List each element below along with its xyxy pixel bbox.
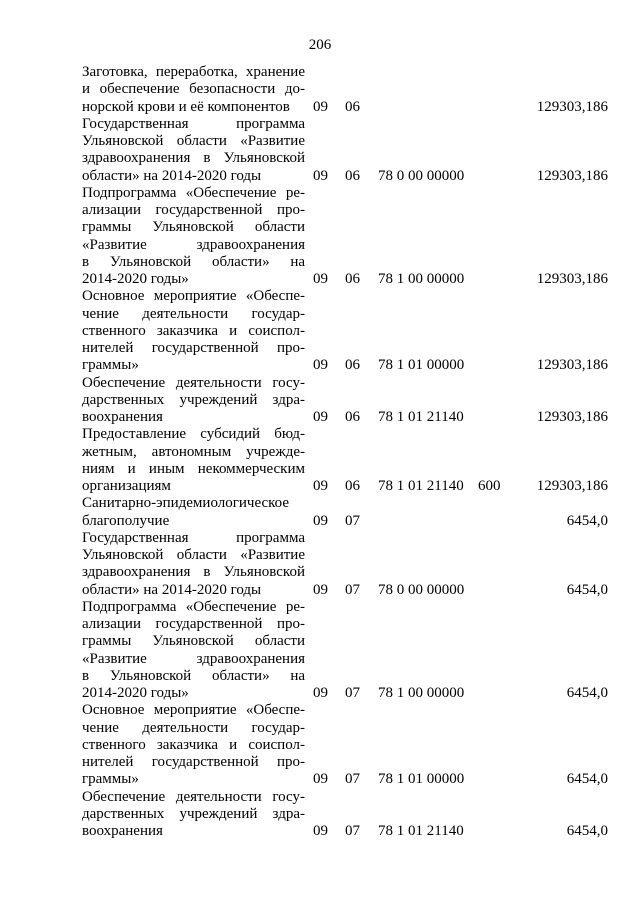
subsection-code: 07 <box>345 771 360 788</box>
description-line: и обеспечение безопасности до- <box>82 81 305 98</box>
description-line: «Развитие здравоохранения <box>82 236 305 253</box>
row-description <box>82 426 305 495</box>
subsection-code: 07 <box>345 581 360 598</box>
description-line: граммы» <box>82 771 139 788</box>
table-row <box>82 530 610 599</box>
row-description <box>82 64 305 116</box>
description-line: нителей государственной про- <box>82 340 305 356</box>
amount: 129303,186 <box>536 271 608 287</box>
description-line: благополучие <box>82 512 170 529</box>
section-code: 09 <box>313 167 328 184</box>
section-code: 09 <box>313 357 328 374</box>
description-line: Обеспечение деятельности госу- <box>82 374 305 391</box>
row-description <box>82 702 305 788</box>
row-description <box>82 185 305 289</box>
target-article-code: 78 1 01 21140 <box>378 409 464 425</box>
description-line: граммы Ульяновской области <box>82 219 305 236</box>
description-line: ализации государственной про- <box>82 616 305 632</box>
table-row <box>82 599 610 703</box>
budget-table <box>82 64 610 840</box>
row-description <box>82 375 305 427</box>
description-line: здравоохранения в Ульяновской <box>82 564 305 581</box>
amount: 6454,0 <box>566 823 608 839</box>
description-line: чение деятельности государ- <box>82 719 305 736</box>
description-line: воохранения <box>82 823 163 839</box>
description-line: Обеспечение деятельности госу- <box>82 788 305 805</box>
subsection-code: 06 <box>345 271 360 287</box>
description-line: дарственных учреждений здра- <box>82 391 305 408</box>
table-row <box>82 64 610 116</box>
table-row <box>82 375 610 427</box>
amount: 129303,186 <box>536 409 608 425</box>
section-code: 09 <box>313 98 328 115</box>
target-article-code: 78 0 00 00000 <box>378 167 465 184</box>
description-line: ниям и иным некоммерческим <box>82 460 305 477</box>
table-row <box>82 789 610 841</box>
target-article-code: 78 1 00 00000 <box>378 685 465 701</box>
amount: 129303,186 <box>536 167 608 184</box>
description-line: Ульяновской области «Развитие <box>82 133 305 149</box>
subsection-code: 06 <box>345 98 360 115</box>
description-line: нителей государственной про- <box>82 754 305 770</box>
table-row <box>82 702 610 788</box>
section-code: 09 <box>313 409 328 425</box>
table-row <box>82 288 610 374</box>
description-line: Основное мероприятие «Обеспе- <box>82 702 305 719</box>
subsection-code: 06 <box>345 357 360 374</box>
amount: 129303,186 <box>536 98 608 115</box>
description-line: области» на 2014-2020 годы <box>82 167 262 184</box>
description-line: Основное мероприятие «Обеспе- <box>82 288 305 305</box>
amount: 129303,186 <box>536 357 608 374</box>
row-description <box>82 288 305 374</box>
description-line: ственного заказчика и соиспол- <box>82 322 305 339</box>
subsection-code: 07 <box>345 512 360 529</box>
expense-type-code: 600 <box>478 478 501 494</box>
description-line: организациям <box>82 478 171 494</box>
section-code: 09 <box>313 581 328 598</box>
description-line: в Ульяновской области» на <box>82 667 305 684</box>
table-row <box>82 116 610 185</box>
section-code: 09 <box>313 478 328 494</box>
page-number: 206 <box>308 37 332 53</box>
description-line: Государственная программа <box>82 115 305 132</box>
description-line: ственного заказчика и соиспол- <box>82 736 305 753</box>
description-line: Подпрограмма «Обеспечение ре- <box>82 598 305 615</box>
amount: 129303,186 <box>536 478 608 494</box>
description-line: Государственная программа <box>82 529 305 546</box>
description-line: воохранения <box>82 409 163 425</box>
amount: 6454,0 <box>566 512 608 529</box>
description-line: Санитарно-эпидемиологическое <box>82 495 290 512</box>
amount: 6454,0 <box>566 581 608 598</box>
description-line: Ульяновской области «Развитие <box>82 547 305 563</box>
target-article-code: 78 1 01 00000 <box>378 771 465 788</box>
description-line: Предоставление субсидий бюд- <box>82 426 305 443</box>
description-line: Подпрограмма «Обеспечение ре- <box>82 184 305 201</box>
table-row <box>82 495 610 530</box>
row-description <box>82 495 305 530</box>
description-line: дарственных учреждений здра- <box>82 805 305 822</box>
description-line: норской крови и её компонентов <box>82 98 290 115</box>
target-article-code: 78 1 00 00000 <box>378 271 465 287</box>
description-line: здравоохранения в Ульяновской <box>82 150 305 167</box>
row-description <box>82 599 305 703</box>
table-row <box>82 185 610 289</box>
subsection-code: 07 <box>345 823 360 839</box>
description-line: жетным, автономным учрежде- <box>82 443 305 460</box>
target-article-code: 78 1 01 21140 <box>378 478 464 494</box>
subsection-code: 06 <box>345 167 360 184</box>
target-article-code: 78 1 01 00000 <box>378 357 465 374</box>
description-line: области» на 2014-2020 годы <box>82 581 262 598</box>
description-line: 2014-2020 годы» <box>82 685 189 701</box>
description-line: в Ульяновской области» на <box>82 253 305 270</box>
target-article-code: 78 0 00 00000 <box>378 581 465 598</box>
section-code: 09 <box>313 271 328 287</box>
description-line: ализации государственной про- <box>82 202 305 218</box>
row-description <box>82 530 305 599</box>
description-line: граммы» <box>82 357 139 374</box>
description-line: 2014-2020 годы» <box>82 271 189 287</box>
description-line: граммы Ульяновской области <box>82 633 305 650</box>
subsection-code: 07 <box>345 685 360 701</box>
section-code: 09 <box>313 823 328 839</box>
table-row <box>82 426 610 495</box>
description-line: чение деятельности государ- <box>82 305 305 322</box>
description-line: «Развитие здравоохранения <box>82 650 305 667</box>
description-line: Заготовка, переработка, хранение <box>82 64 305 80</box>
amount: 6454,0 <box>566 685 608 701</box>
row-description <box>82 789 305 841</box>
amount: 6454,0 <box>566 771 608 788</box>
target-article-code: 78 1 01 21140 <box>378 823 464 839</box>
section-code: 09 <box>313 685 328 701</box>
section-code: 09 <box>313 512 328 529</box>
row-description <box>82 116 305 185</box>
subsection-code: 06 <box>345 409 360 425</box>
section-code: 09 <box>313 771 328 788</box>
subsection-code: 06 <box>345 478 360 494</box>
